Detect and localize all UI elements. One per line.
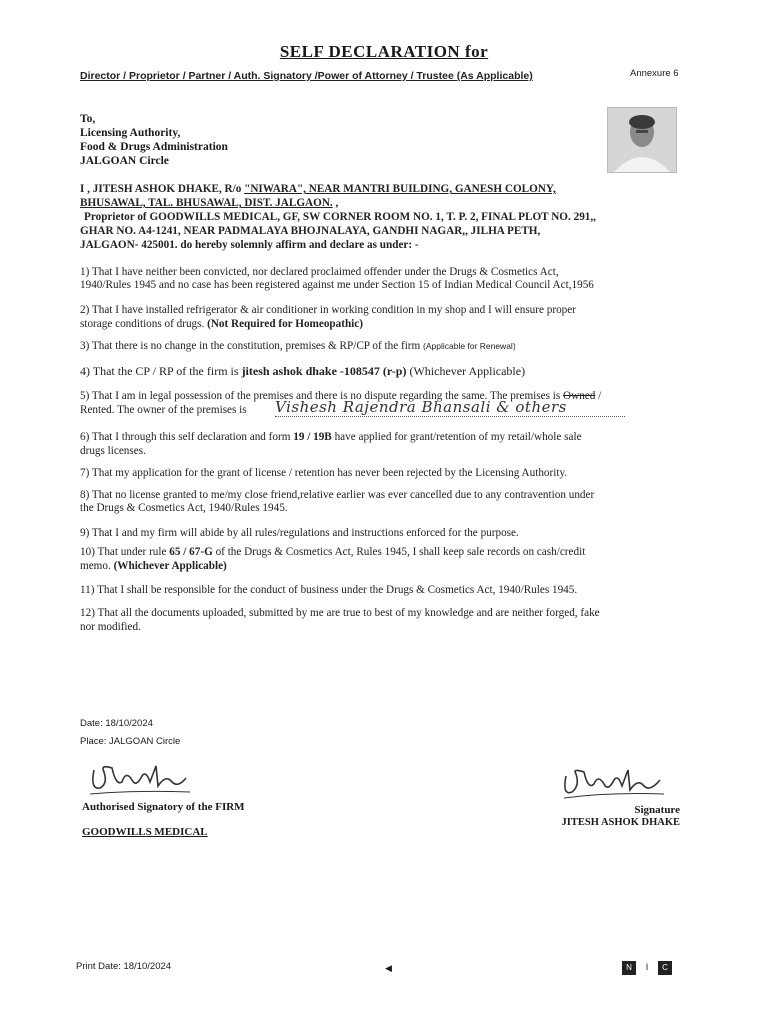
- intro-line: Proprietor of GOODWILLS MEDICAL, GF, SW CORNER ROOM NO. 1, T. P. 2, FINAL PLOT NO. 291,,: [84, 211, 596, 223]
- point-3-note: (Applicable for Renewal): [423, 341, 516, 351]
- addressee-line: Licensing Authority,: [80, 127, 181, 139]
- point-2-text: storage conditions of drugs.: [80, 318, 208, 330]
- point-6-text: 6) That I through this self declaration and form: [80, 431, 294, 443]
- footer-marks: [622, 957, 672, 975]
- point-4-rp: jitesh ashok dhake -108547 (r-p): [241, 364, 407, 378]
- intro-line: GHAR NO. A4-1241, NEAR PADMALAYA BHOJNALAYA, GANDHI NAGAR,, JILHA PETH,: [80, 225, 541, 237]
- point-10-note: (Whichever Applicable): [113, 560, 227, 572]
- left-signature-caption: Authorised Signatory of the FIRM: [82, 801, 245, 813]
- footer-mark-c: C: [658, 961, 672, 975]
- addressee-line: JALGOAN Circle: [80, 155, 169, 167]
- applicant-photo: [607, 107, 677, 173]
- point-10-line1: [80, 546, 585, 560]
- addressee-block: [80, 112, 228, 168]
- addressee-line: Food & Drugs Administration: [80, 141, 228, 153]
- point-3: [80, 340, 516, 354]
- point-2-line2: [80, 318, 363, 332]
- point-11: 11) That I shall be responsible for the conduct of business under the Drugs & Cosmetics Act, 1940/Rules 1945.: [80, 584, 578, 596]
- point-4-text: 4) That the CP / RP of the firm is: [80, 364, 242, 378]
- point-1-line1: 1) That I have neither been convicted, nor declared proclaimed offender under the Drugs & Cosmetics Act,: [80, 266, 559, 278]
- point-6-line1: [80, 431, 582, 445]
- page-title: SELF DECLARATION for: [279, 42, 489, 61]
- point-10-rest: of the Drugs & Cosmetics Act, Rules 1945, I shall keep sale records on cash/credit: [212, 546, 586, 558]
- point-6-line2: drugs licenses.: [80, 445, 146, 457]
- point-5-sep: /: [595, 390, 602, 402]
- point-9: 9) That I and my firm will abide by all rules/regulations and instructions enforced for the purpose.: [80, 527, 519, 539]
- point-2-line1: 2) That I have installed refrigerator & air conditioner in working condition in my shop and I will ensure proper: [80, 304, 576, 316]
- annexure-label: Annexure 6: [630, 68, 679, 79]
- point-3-text: 3) That there is no change in the constitution, premises & RP/CP of the firm: [80, 340, 424, 352]
- point-12-line1: 12) That all the documents uploaded, submitted by me are true to best of my knowledge and are neither forged, fake: [80, 607, 600, 619]
- signatory-name: JITESH ASHOK DHAKE: [561, 817, 680, 828]
- place-line: Place: JALGOAN Circle: [80, 736, 181, 747]
- date-line: Date: 18/10/2024: [80, 718, 153, 729]
- addressee-line: To,: [80, 113, 96, 125]
- point-12-line2: nor modified.: [80, 621, 141, 633]
- right-signature-scribble: [560, 764, 670, 809]
- intro-line: [80, 183, 556, 197]
- point-5-line2: Rented. The owner of the premises is: [80, 404, 247, 416]
- premises-owner-handwritten: Vishesh Rajendra Bhansali & others: [275, 398, 625, 417]
- point-4: [80, 365, 525, 379]
- point-8-line2: the Drugs & Cosmetics Act, 1940/Rules 1945.: [80, 502, 288, 514]
- arrow-marker-icon: ◀: [385, 963, 392, 973]
- intro-residence: "NIWARA", NEAR MANTRI BUILDING, GANESH COLONY,: [244, 183, 556, 195]
- point-8-line1: 8) That no license granted to me/my close friend,relative earlier was ever cancelled due to any contravention under: [80, 489, 595, 501]
- intro-pincode: JALGAON- 425001.: [80, 239, 178, 251]
- point-10-text: 10) That under rule: [80, 546, 170, 558]
- point-10-line2: [80, 560, 227, 574]
- intro-affirm: do hereby solemnly affirm and declare as under: -: [177, 239, 419, 251]
- point-7: 7) That my application for the grant of license / retention has never been rejected by the Licensing Authority.: [80, 467, 568, 479]
- point-5-text: 5) That I am in legal possession of the premises and there is no dispute regarding the same. The premises is: [80, 390, 564, 402]
- point-6-form: 19 / 19B: [293, 431, 332, 443]
- point-10-rule: 65 / 67-G: [169, 546, 213, 558]
- left-signature-scribble: [86, 760, 196, 805]
- point-2-note: (Not Required for Homeopathic): [207, 318, 363, 330]
- right-signature-caption: Signature: [634, 804, 680, 816]
- point-10-memo: memo.: [80, 560, 114, 572]
- footer-mark-i: I: [645, 962, 649, 972]
- intro-residence-cont: BHUSAWAL, TAL. BHUSAWAL, DIST. JALGAON.: [80, 197, 333, 209]
- intro-line: [80, 197, 338, 211]
- intro-sep: ,: [332, 197, 339, 209]
- page-subtitle: Director / Proprietor / Partner / Auth. Signatory /Power of Attorney / Trustee (As Applicable): [80, 70, 533, 82]
- point-1-line2: 1940/Rules 1945 and no case has been registered against me under Section 15 of Indian Medical Council Act,1956: [80, 279, 594, 291]
- print-date: Print Date: 18/10/2024: [76, 961, 172, 972]
- intro-name: I , JITESH ASHOK DHAKE, R/o: [80, 183, 245, 195]
- point-4-note: (Whichever Applicable): [406, 364, 526, 378]
- footer-mark-n: N: [622, 961, 636, 975]
- point-6-rest: have applied for grant/retention of my retail/whole sale: [331, 431, 582, 443]
- point-5-owned-struck: Owned: [563, 390, 596, 402]
- firm-name: GOODWILLS MEDICAL: [82, 826, 208, 838]
- intro-line: [80, 239, 419, 253]
